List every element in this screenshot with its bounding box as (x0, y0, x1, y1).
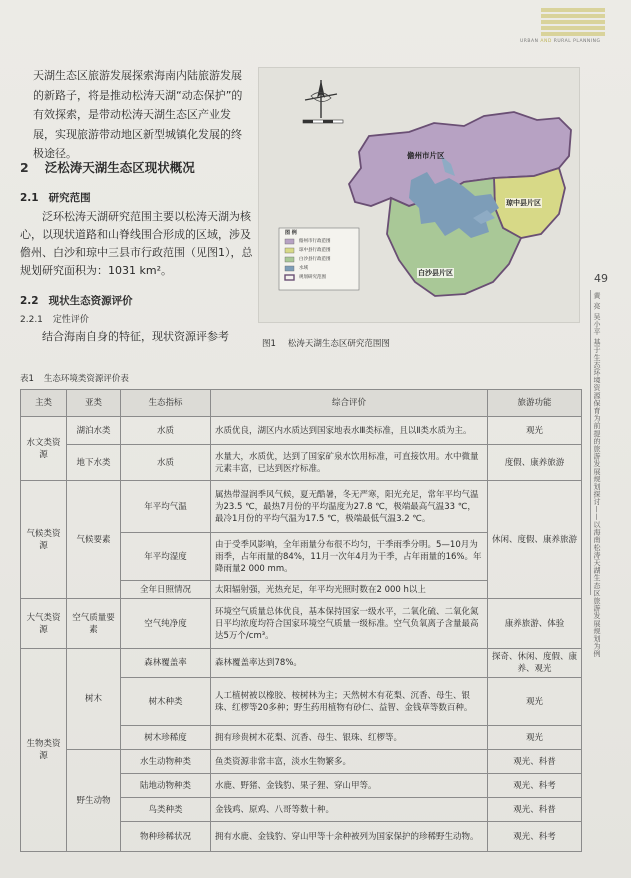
table-caption (20, 372, 129, 384)
indicator-cell: 树木珍稀度 (121, 726, 211, 750)
section-number: 2.2 (20, 295, 39, 307)
indicator-cell: 水质 (121, 445, 211, 481)
evaluation-cell: 由于受季风影响，全年雨量分布很不均匀，干季雨季分明。5—10月为雨季，占年雨量的84%，11月一次年4月为干季，占年雨量的16%。年降雨量2 000 mm。 (211, 533, 488, 581)
indicator-cell: 水生动物种类 (121, 750, 211, 774)
main-class-cell: 生物类资源 (21, 649, 67, 852)
resource-evaluation-table (20, 389, 582, 852)
indicator-cell: 鸟类种类 (121, 798, 211, 822)
evaluation-cell: 拥有水鹿、金钱豹、穿山甲等十余种被列为国家保护的珍稀野生动物。 (211, 822, 488, 852)
section-2-2-body: 结合海南自身的特征，现状资源评参考 (42, 330, 229, 343)
figure-caption-text: 松涛天湖生态区研究范围图 (287, 339, 390, 349)
header-indicator: 生态指标 (121, 390, 211, 417)
section-number: 2.1 (20, 192, 39, 204)
table-label: 表1 (20, 374, 34, 384)
evaluation-cell: 水鹿、野猪、金钱豹、果子狸、穿山甲等。 (211, 774, 488, 798)
indicator-cell: 树木种类 (121, 678, 211, 726)
indicator-cell: 水质 (121, 417, 211, 445)
sub-class-cell: 树木 (67, 649, 121, 750)
sub-class-cell: 湖泊水类 (67, 417, 121, 445)
indicator-cell: 陆地动物种类 (121, 774, 211, 798)
table-header-row (21, 390, 582, 417)
indicator-cell: 年平均气温 (121, 481, 211, 533)
table-row (21, 481, 582, 533)
section-2-2-1-heading (20, 312, 89, 325)
sub-class-cell: 地下水类 (67, 445, 121, 481)
function-cell: 观光 (488, 417, 582, 445)
evaluation-cell: 金钱鸡、原鸡、八哥等数十种。 (211, 798, 488, 822)
journal-name-1: URBAN (520, 39, 539, 44)
section-2-heading (20, 158, 195, 176)
section-2-2-heading (20, 293, 133, 308)
header-main-class: 主类 (21, 390, 67, 417)
table-row (21, 649, 582, 678)
evaluation-cell: 森林覆盖率达到78%。 (211, 649, 488, 678)
function-cell: 观光、科考 (488, 822, 582, 852)
table-row (21, 445, 582, 481)
sub-class-cell: 气候要素 (67, 481, 121, 599)
section-title: 泛松涛天湖生态区现状概况 (44, 160, 195, 175)
legend-item: 水域 (299, 266, 308, 271)
indicator-cell: 森林覆盖率 (121, 649, 211, 678)
map-label-qiongzhong: 琼中县片区 (506, 199, 541, 207)
indicator-cell: 全年日照情况 (121, 581, 211, 599)
intro-text: 天湖生态区旅游发展探索海南内陆旅游发展的新路子，将是推动松涛天湖“动态保护”的有效探索，是带动松涛天湖生态区产业发展，实现旅游带动地区新型城镇化发展的终极途径。 (33, 69, 243, 160)
page-number: 49 (594, 272, 608, 285)
function-cell: 康养旅游、体验 (488, 599, 582, 649)
header-evaluation: 综合评价 (211, 390, 488, 417)
section-2-1-heading (20, 190, 91, 205)
evaluation-cell: 鱼类资源非常丰富，淡水生物繁多。 (211, 750, 488, 774)
function-cell: 观光、科普 (488, 750, 582, 774)
section-title: 现状生态资源评价 (48, 295, 133, 307)
main-class-cell: 大气类资源 (21, 599, 67, 649)
indicator-cell: 年平均湿度 (121, 533, 211, 581)
journal-header (520, 39, 600, 44)
main-class-cell: 气候类资源 (21, 481, 67, 599)
table-caption-text: 生态环境类资源评价表 (43, 374, 129, 384)
journal-name-2: AND (540, 39, 552, 44)
function-cell: 观光 (488, 678, 582, 726)
function-cell: 观光 (488, 726, 582, 750)
header-sub-class: 亚类 (67, 390, 121, 417)
sub-class-cell: 野生动物 (67, 750, 121, 852)
figure-caption (262, 337, 390, 349)
indicator-cell: 空气纯净度 (121, 599, 211, 649)
running-title: 黄 亮 吴小平 基于生态环境资源保育为前提的旅游发展规划探讨——以海南松涛天湖生态区旅游发展规划为例 (593, 292, 601, 658)
section-2-1-body: 泛环松涛天湖研究范围主要以松涛天湖为核心，以现状道路和山脊线围合形成的区域，涉及儋州、白沙和琼中三县市行政范围（见图1），总规划研究面积为：1031 km²。 (20, 210, 253, 277)
header-function: 旅游功能 (488, 390, 582, 417)
section-number: 2 (20, 160, 29, 175)
evaluation-cell: 水质优良，湖区内水质达到国家地表水Ⅲ类标准，且以Ⅱ类水质为主。 (211, 417, 488, 445)
table-row (21, 750, 582, 774)
evaluation-cell: 人工植树被以橡胶、桉树林为主；天然树木有花梨、沉香、母生、银珠、红椤等20多种；野生药用植物有砂仁、益智、金钱草等数百种。 (211, 678, 488, 726)
study-area-map (258, 67, 580, 323)
intro-paragraph (33, 66, 251, 164)
map-label-baisha: 白沙县片区 (418, 269, 453, 277)
function-cell: 休闲、度假、康养旅游 (488, 481, 582, 599)
function-cell: 观光、科考 (488, 774, 582, 798)
legend-item: 琼中县行政范围 (299, 248, 331, 253)
subsection-title: 定性评价 (52, 315, 89, 325)
evaluation-cell: 属热带湿润季风气候，夏无酷暑，冬无严寒，阳光充足，常年平均气温为23.5 ℃，最热7月份的平均温度为27.8 ℃，极端最高气温33 ℃，最冷1月份的平均气温为17.5 ℃，极端最低气温3.2 ℃。 (211, 481, 488, 533)
indicator-cell: 物种珍稀状况 (121, 822, 211, 852)
evaluation-cell: 水量大，水质优，达到了国家矿泉水饮用标准，可直接饮用。水中微量元素丰富，已达到医疗标准。 (211, 445, 488, 481)
function-cell: 观光、科普 (488, 798, 582, 822)
evaluation-cell: 拥有珍贵树木花梨、沉香、母生、银珠、红椤等。 (211, 726, 488, 750)
map-graphic (259, 68, 579, 322)
legend-title: 图 例 (285, 230, 297, 236)
function-cell: 探奇、休闲、度假、康养、观光 (488, 649, 582, 678)
function-cell: 度假、康养旅游 (488, 445, 582, 481)
header-decoration (541, 8, 605, 38)
figure-label: 图1 (262, 339, 276, 349)
compass-rose-icon (305, 80, 337, 118)
section-title: 研究范围 (48, 192, 91, 204)
evaluation-cell: 太阳辐射强，光热充足，年平均光照时数在2 000 h以上 (211, 581, 488, 599)
scale-bar (303, 120, 343, 123)
legend-item: 规划研究范围 (299, 275, 326, 280)
table-row (21, 417, 582, 445)
journal-name-3: RURAL PLANNING (553, 39, 601, 44)
legend-item: 儋州市行政范围 (299, 239, 331, 244)
legend-item: 白沙县行政范围 (299, 257, 331, 262)
evaluation-cell: 环境空气质量总体优良，基本保持国家一级水平，二氧化硫、二氧化氮日平均浓度均符合国家环境空气质量一级标准。空气负氧离子含量最高达5万个/cm³。 (211, 599, 488, 649)
sub-class-cell: 空气质量要素 (67, 599, 121, 649)
subsection-number: 2.2.1 (20, 315, 43, 325)
map-label-danzhou: 儋州市片区 (407, 151, 445, 160)
main-class-cell: 水文类资源 (21, 417, 67, 481)
table-row (21, 599, 582, 649)
